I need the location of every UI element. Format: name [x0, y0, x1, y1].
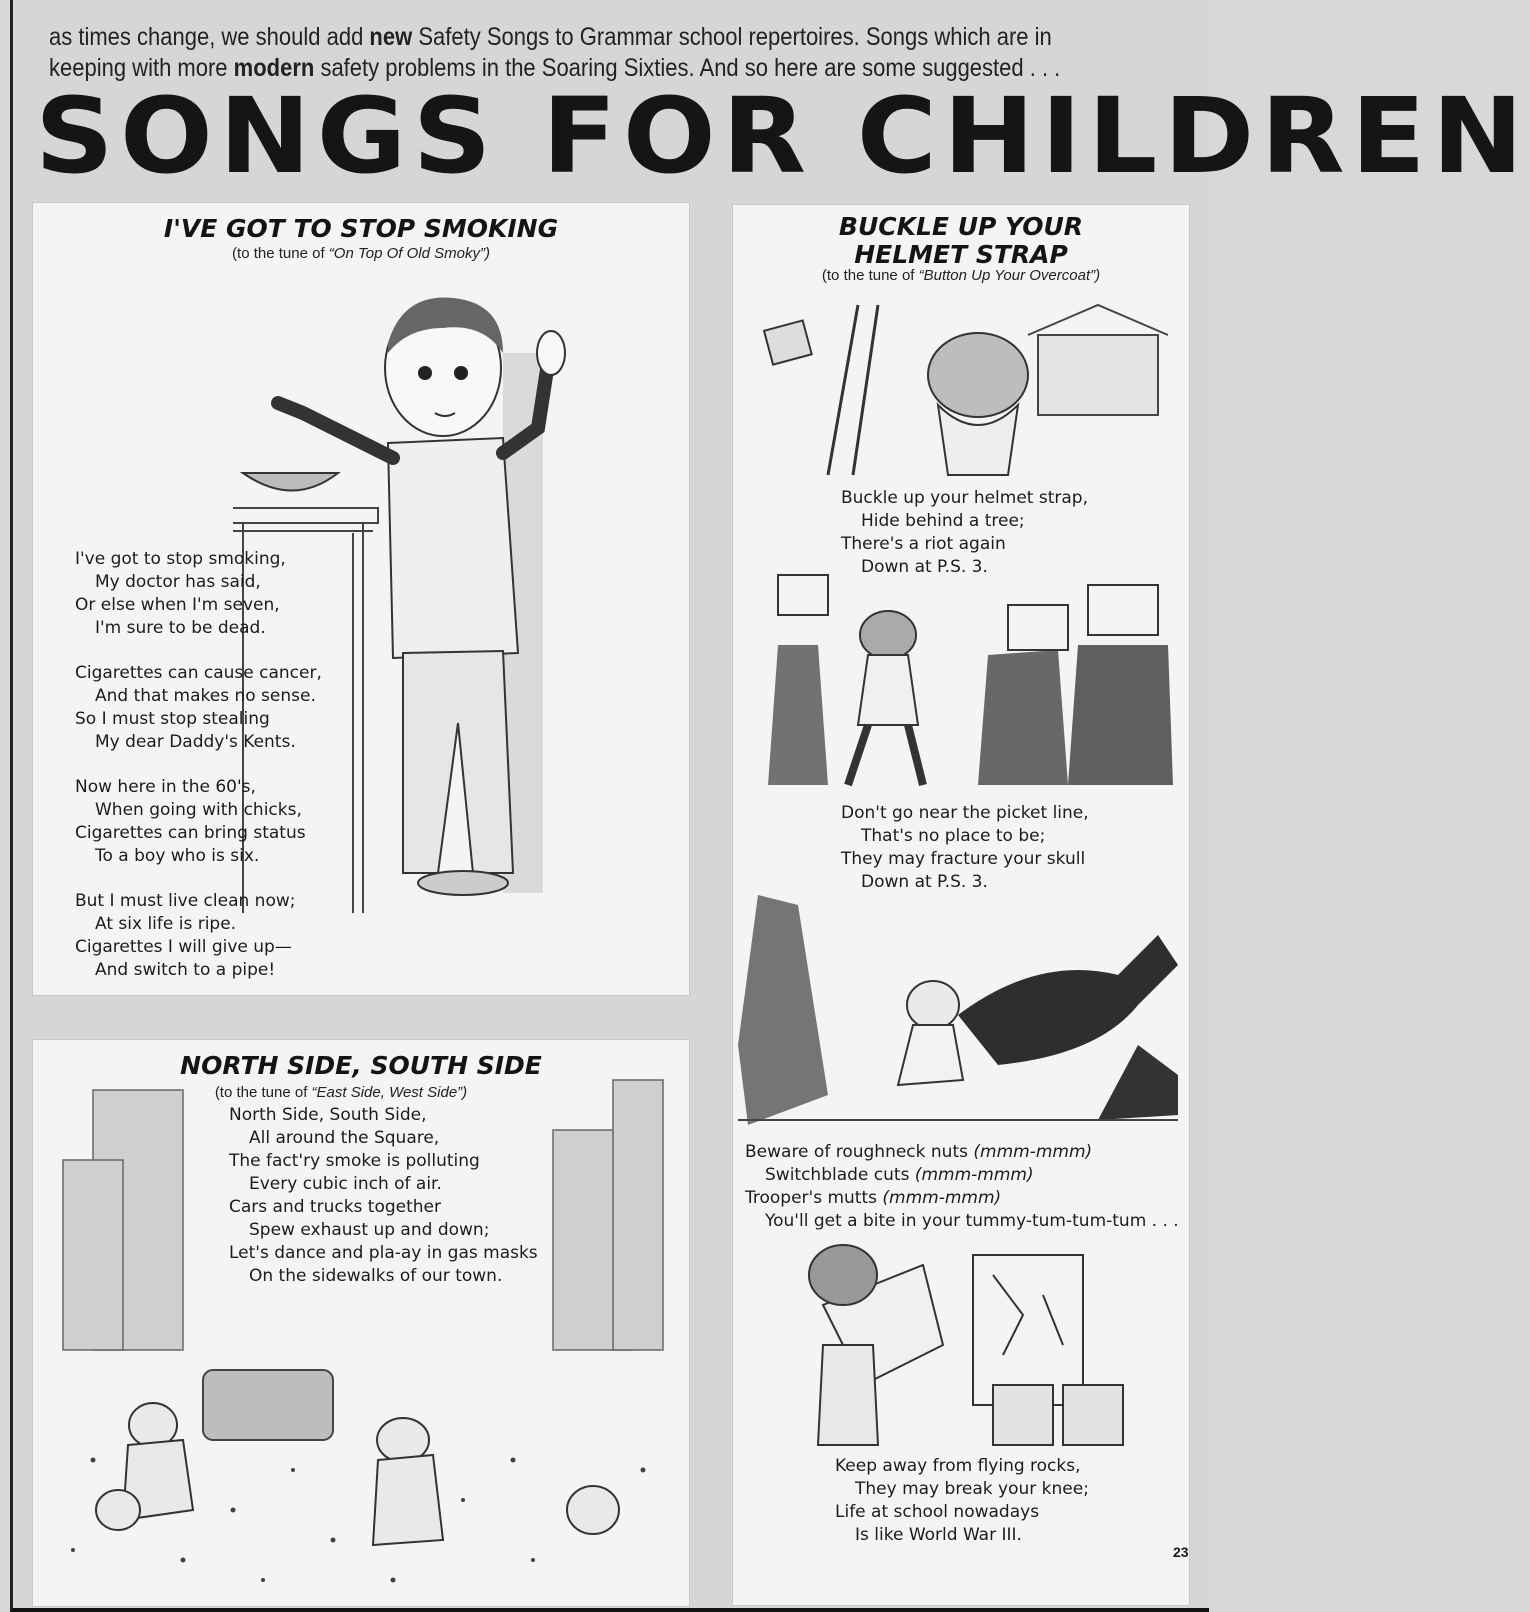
lyric-line: To a boy who is six.	[95, 846, 260, 866]
lyric-line: Keep away from flying rocks,	[835, 1456, 1081, 1476]
lyric-line: You'll get a bite in your tummy-tum-tum-tum . . .	[765, 1211, 1179, 1231]
riot-helmet-illustration	[748, 295, 1168, 485]
lyric-line: That's no place to be;	[861, 826, 1046, 846]
lyric-line: Now here in the 60's,	[75, 777, 256, 797]
tune-helmet: (to the tune of “Button Up Your Overcoat”)	[821, 267, 1101, 284]
song-title-smoking: I'VE GOT TO STOP SMOKING	[163, 214, 559, 243]
lyric-line: Or else when I'm seven,	[75, 595, 280, 615]
lyric-line: Switchblade cuts (mmm-mmm)	[765, 1165, 1034, 1185]
stanza-2	[75, 662, 322, 754]
panel-helmet-strap	[733, 205, 1189, 1605]
verse-helmet-3	[745, 1141, 1179, 1233]
lyric-line: I've got to stop smoking,	[75, 549, 286, 569]
lyric-line: And that makes no sense.	[95, 686, 316, 706]
verse-helmet-4	[835, 1455, 1089, 1547]
lyric-line: Let's dance and pla-ay in gas masks	[229, 1243, 538, 1263]
song-title-northside: NORTH SIDE, SOUTH SIDE	[180, 1051, 542, 1080]
lyric-line: They may fracture your skull	[841, 849, 1086, 869]
page-number: 23	[1173, 1544, 1189, 1560]
intro-text: as times change, we should add new Safety Songs to Grammar school repertoires. Songs which are in keeping with more modern safety problems in the Soaring Sixties. And so here are some suggested . . .	[49, 23, 1061, 82]
lyric-line: So I must stop stealing	[75, 709, 270, 729]
lyric-line: Cigarettes can bring status	[75, 823, 306, 843]
lyric-line: Down at P.S. 3.	[861, 872, 988, 892]
lyric-line: Is like World War III.	[855, 1525, 1022, 1545]
lyric-line: My doctor has said,	[95, 572, 261, 592]
lyric-line: Spew exhaust up and down;	[249, 1220, 490, 1240]
lyric-line: Don't go near the picket line,	[841, 803, 1089, 823]
panel-north-side	[33, 1040, 689, 1606]
lyric-line: Hide behind a tree;	[861, 511, 1025, 531]
magazine-page	[10, 0, 1530, 1612]
lyric-line: Cigarettes I will give up—	[75, 937, 292, 957]
lyric-line: There's a riot again	[841, 534, 1006, 554]
dog-attack-illustration	[738, 895, 1178, 1130]
title-line: BUCKLE UP YOUR	[838, 212, 1084, 241]
lyric-line: But I must live clean now;	[75, 891, 296, 911]
panel-stop-smoking	[33, 203, 689, 995]
lyric-line: Trooper's mutts (mmm-mmm)	[745, 1188, 1002, 1208]
lyric-line: Cars and trucks together	[229, 1197, 442, 1217]
lyric-line: Buckle up your helmet strap,	[841, 488, 1088, 508]
lyric-line: Cigarettes can cause cancer,	[75, 663, 322, 683]
tune-northside: (to the tune of “East Side, West Side”)	[214, 1084, 468, 1101]
lyric-line: All around the Square,	[249, 1128, 440, 1148]
lyric-line: And switch to a pipe!	[95, 960, 276, 980]
lyric-line: They may break your knee;	[855, 1479, 1089, 1499]
song-title-helmet	[733, 213, 1189, 269]
lyric-line: Every cubic inch of air.	[249, 1174, 442, 1194]
stanza-1	[75, 548, 322, 640]
stanza-4	[75, 890, 322, 982]
lyric-line: When going with chicks,	[95, 800, 302, 820]
lyric-line: I'm sure to be dead.	[95, 618, 266, 638]
lyric-line: On the sidewalks of our town.	[249, 1266, 503, 1286]
lyric-line: My dear Daddy's Kents.	[95, 732, 296, 752]
verse-helmet-1	[841, 487, 1088, 579]
stanza-3	[75, 776, 322, 868]
flying-rocks-illustration	[763, 1235, 1153, 1455]
picket-line-illustration	[758, 575, 1178, 795]
lyric-line: The fact'ry smoke is polluting	[229, 1151, 480, 1171]
tune-smoking: (to the tune of “On Top Of Old Smoky”)	[232, 245, 490, 262]
lyric-line: Down at P.S. 3.	[861, 557, 988, 577]
lyric-line: North Side, South Side,	[229, 1105, 427, 1125]
lyric-line: Beware of roughneck nuts (mmm-mmm)	[745, 1142, 1093, 1162]
page-headline: SONGS FOR CHILDREN	[35, 75, 1530, 197]
lyric-line: At six life is ripe.	[95, 914, 237, 934]
title-line: HELMET STRAP	[854, 240, 1068, 269]
lyric-line: Life at school nowadays	[835, 1502, 1040, 1522]
verse-northside	[229, 1104, 538, 1288]
verse-helmet-2	[841, 802, 1089, 894]
verse-smoking	[75, 548, 322, 1004]
